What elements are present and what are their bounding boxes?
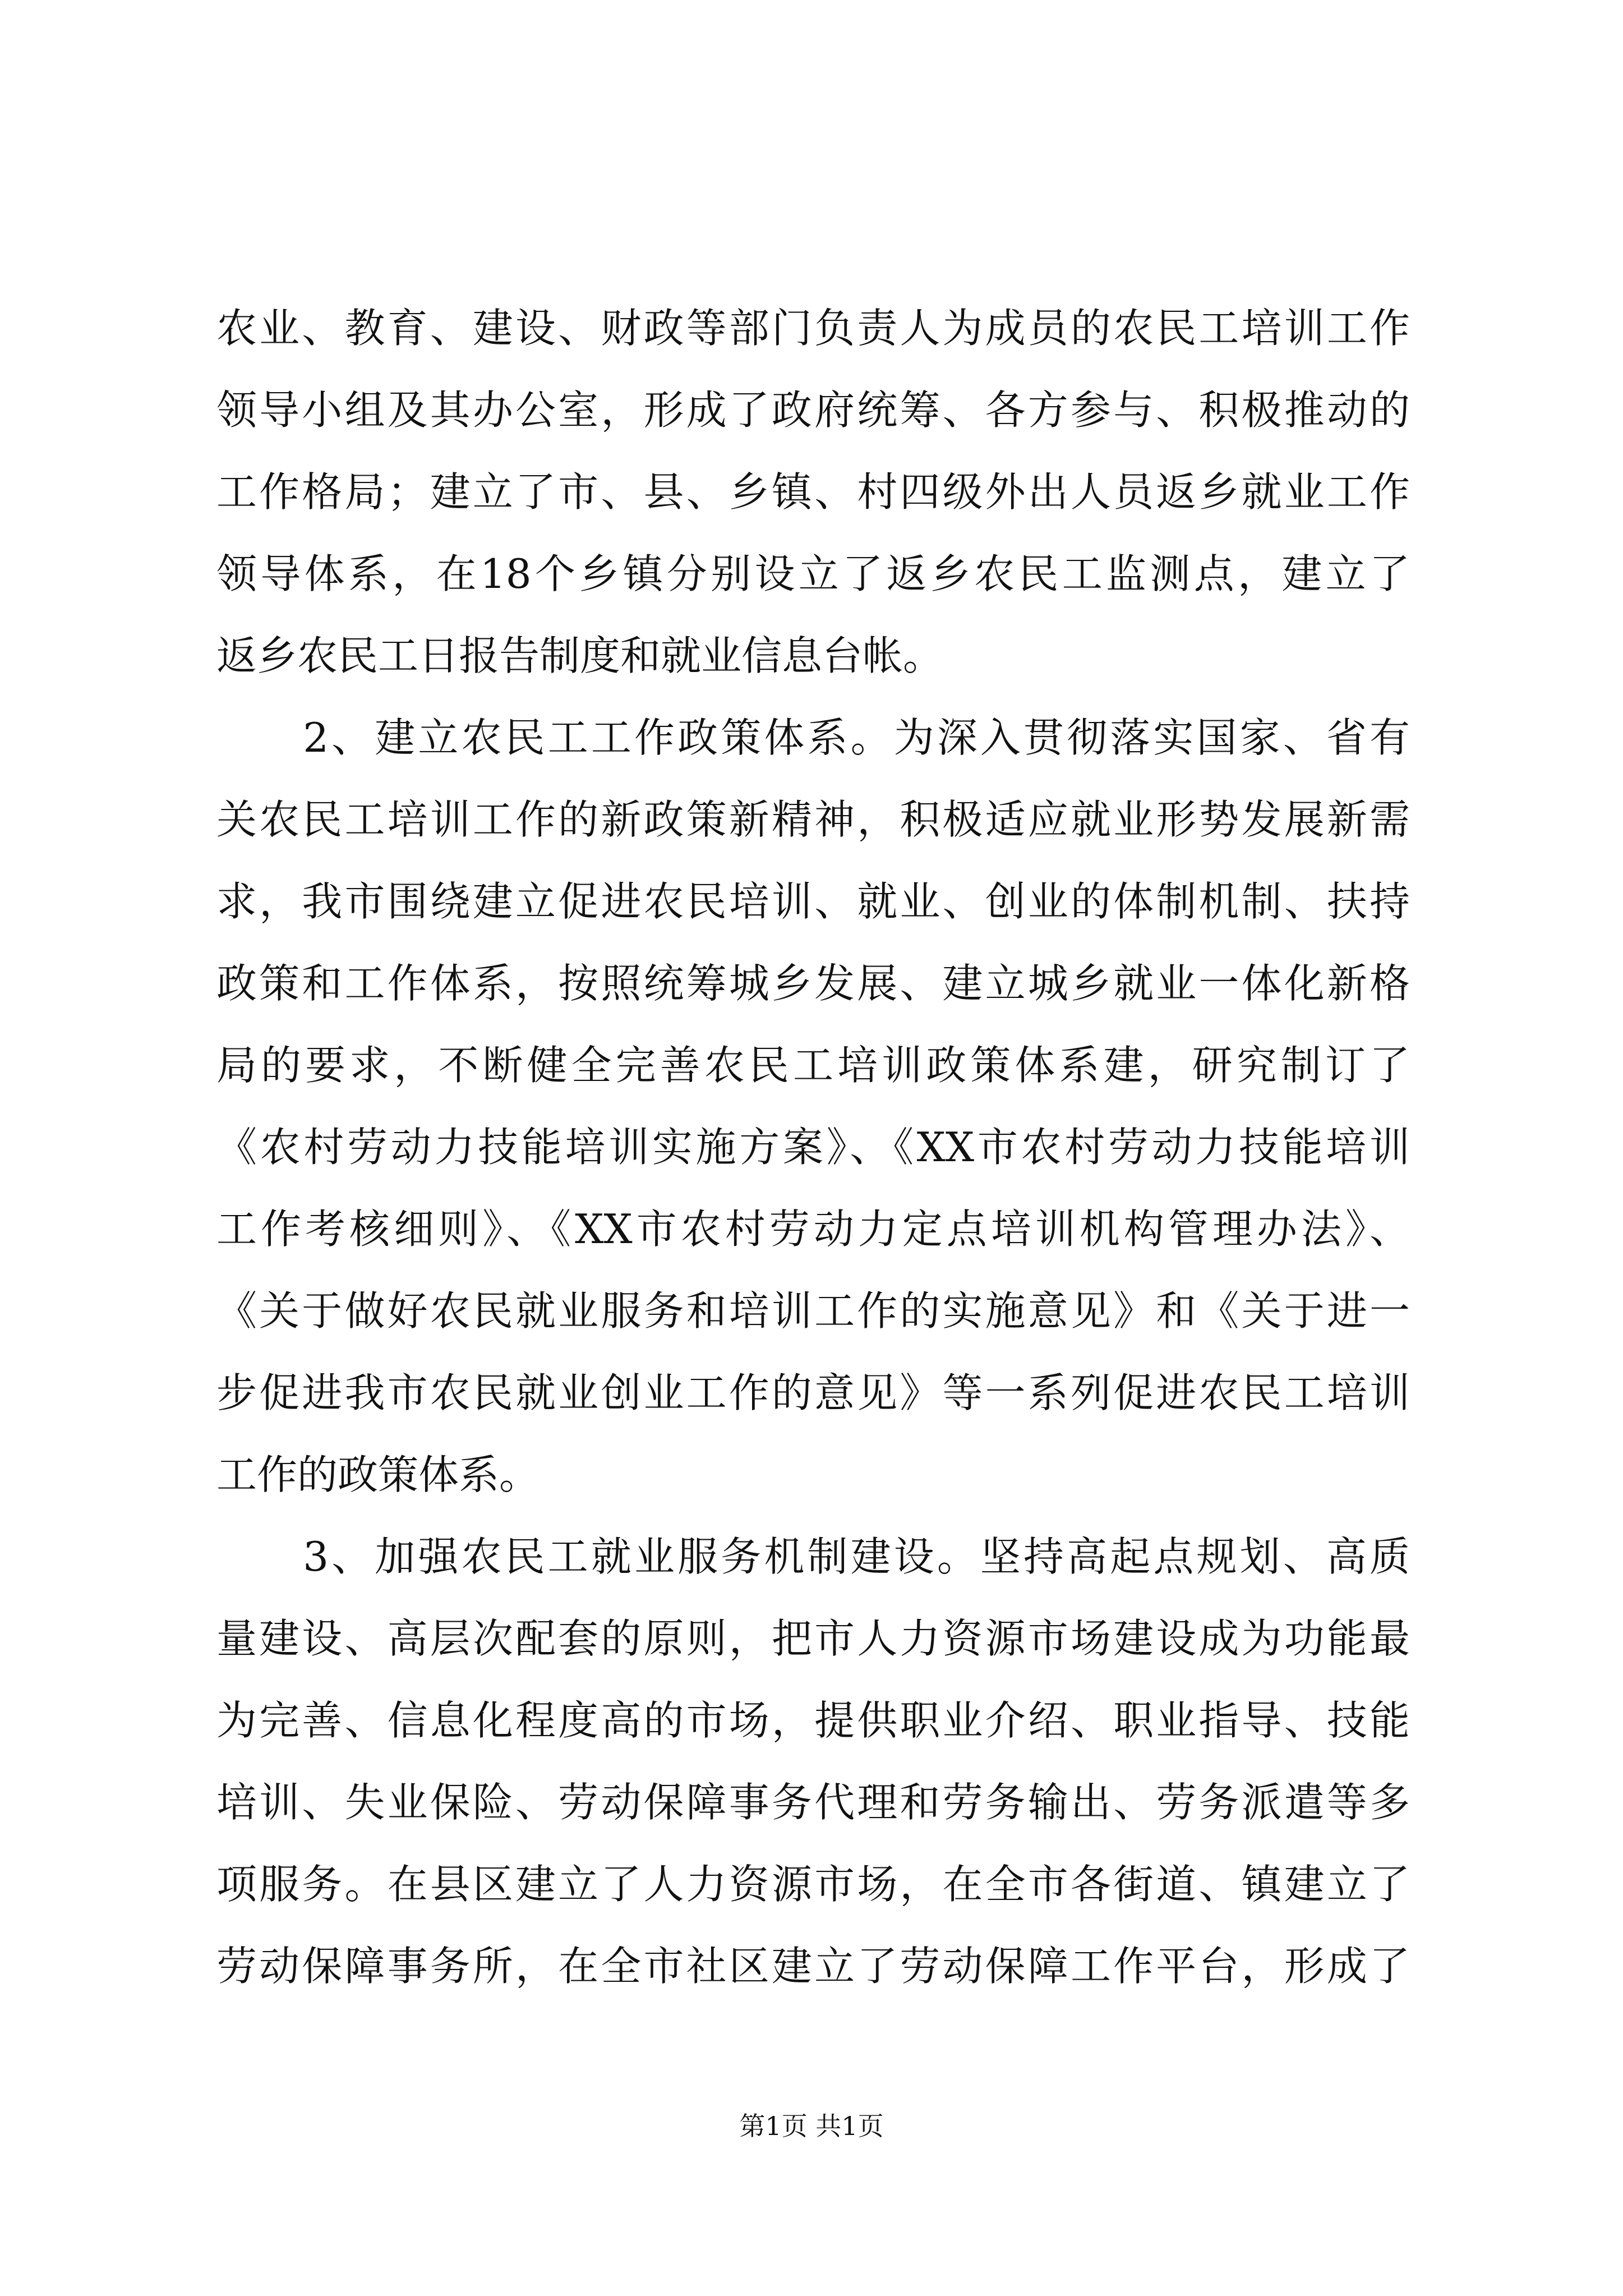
text-line: 培训、失业保险、劳动保障事务代理和劳务输出、劳务派遣等多: [216, 1779, 1410, 1826]
text-line: 领导体系，在18个乡镇分别设立了返乡农民工监测点，建立了: [216, 550, 1410, 597]
page-footer: 第1页 共1页: [739, 2111, 884, 2141]
body-text: [216, 287, 1410, 2007]
text-line: 《农村劳动力技能培训实施方案》、《XX市农村劳动力技能培训: [216, 1124, 1410, 1171]
text-line: 工作考核细则》、《XX市农村劳动力定点培训机构管理办法》、: [216, 1205, 1410, 1253]
text-line: 步促进我市农民就业创业工作的意见》等一系列促进农民工培训: [216, 1369, 1410, 1416]
text-line: 2、建立农民工工作政策体系。为深入贯彻落实国家、省有: [216, 714, 1410, 761]
text-line: 返乡农民工日报告制度和就业信息台帐。: [216, 632, 944, 679]
text-line: 工作的政策体系。: [216, 1451, 540, 1498]
text-line: 《关于做好农民就业服务和培训工作的实施意见》和《关于进一: [216, 1287, 1410, 1335]
text-line: 政策和工作体系，按照统筹城乡发展、建立城乡就业一体化新格: [216, 960, 1410, 1007]
text-line: 为完善、信息化程度高的市场，提供职业介绍、职业指导、技能: [216, 1697, 1410, 1744]
text-line: 量建设、高层次配套的原则，把市人力资源市场建设成为功能最: [216, 1615, 1410, 1662]
text-line: 局的要求，不断健全完善农民工培训政策体系建，研究制订了: [216, 1042, 1410, 1089]
text-line: 工作格局；建立了市、县、乡镇、村四级外出人员返乡就业工作: [216, 468, 1410, 516]
text-line: 劳动保障事务所，在全市社区建立了劳动保障工作平台，形成了: [216, 1943, 1410, 1990]
text-line: 农业、教育、建设、财政等部门负责人为成员的农民工培训工作: [216, 305, 1410, 352]
text-line: 求，我市围绕建立促进农民培训、就业、创业的体制机制、扶持: [216, 878, 1410, 925]
text-line: 项服务。在县区建立了人力资源市场，在全市各街道、镇建立了: [216, 1861, 1410, 1908]
text-line: 3、加强农民工就业服务机制建设。坚持高起点规划、高质: [216, 1533, 1410, 1580]
text-line: 关农民工培训工作的新政策新精神，积极适应就业形势发展新需: [216, 796, 1410, 843]
text-line: 领导小组及其办公室，形成了政府统筹、各方参与、积极推动的: [216, 386, 1410, 434]
